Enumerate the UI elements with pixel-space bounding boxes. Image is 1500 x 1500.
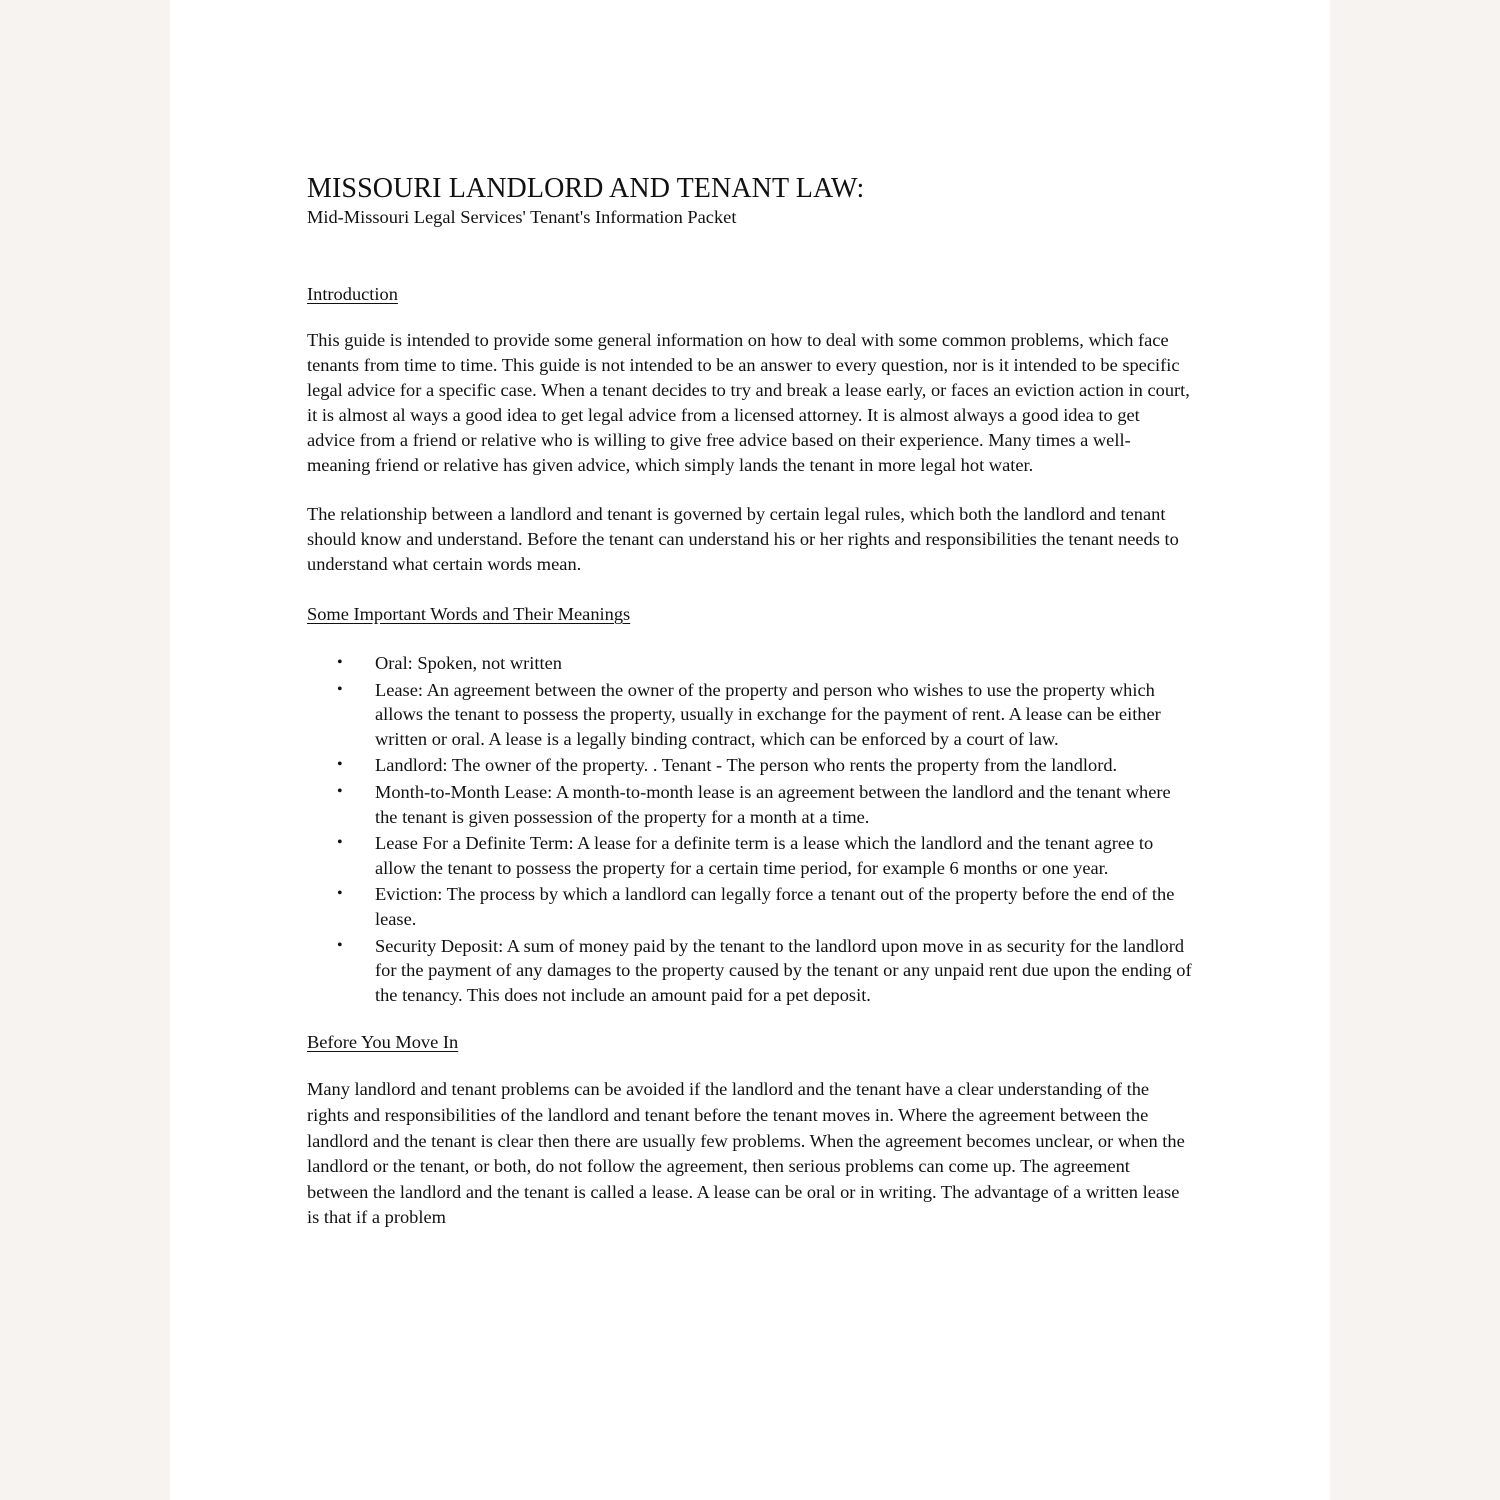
definition-item-month-to-month: [307, 780, 1192, 829]
definition-item-lease: [307, 678, 1192, 752]
section-heading-before-you-move-in: Before You Move In: [307, 1032, 459, 1053]
definition-item-security-deposit: [307, 934, 1192, 1008]
definition-text: Security Deposit: A sum of money paid by the tenant to the landlord upon move in as security for the landlord for the payment of any damages to the property caused by the tenant or any unpaid rent due upon the ending of the tenancy. This does not include an amount paid for a pet deposit.: [375, 935, 1192, 1005]
paragraph-introduction: This guide is intended to provide some general information on how to deal with some common problems, which face tenants from time to time. This guide is not intended to be an answer to every question, nor is it intended to be specific legal advice for a specific case. When a tenant decides to try and break a lease early, or faces an eviction action in court, it is almost al ways a good idea to get legal advice from a licensed attorney. It is almost always a good idea to get advice from a friend or relative who is willing to give free advice based on their experience. Many times a well-meaning friend or relative has given advice, which simply lands the tenant in more legal hot water.: [307, 330, 1190, 475]
document-title: MISSOURI LANDLORD AND TENANT LAW:: [307, 173, 865, 204]
definition-item-landlord: [307, 753, 1192, 778]
definition-item-oral: [307, 651, 1192, 676]
definition-item-definite-term: [307, 831, 1192, 880]
bullet-icon: •: [337, 756, 343, 774]
definition-text: Month-to-Month Lease: A month-to-month lease is an agreement between the landlord and the tenant where the tenant is given possession of the property for a month at a time.: [375, 781, 1171, 827]
paragraph-before-you-move-in: Many landlord and tenant problems can be avoided if the landlord and the tenant have a clear understanding of the rights and responsibilities of the landlord and tenant before the tenant moves in. Where the agreement between the landlord and the tenant is clear then there are usually few problems. When the agreement becomes unclear, or when the landlord or the tenant, or both, do not follow the agreement, then serious problems can come up. The agreement between the landlord and the tenant is called a lease. A lease can be oral or in writing. The advantage of a written lease is that if a problem: [307, 1079, 1185, 1228]
definition-item-eviction: [307, 882, 1192, 931]
definitions-list: [307, 651, 1192, 1007]
definition-text: Oral: Spoken, not written: [375, 653, 562, 673]
section-heading-introduction: Introduction: [307, 284, 398, 304]
bullet-icon: •: [337, 680, 343, 698]
definition-text: Landlord: The owner of the property. . Tenant - The person who rents the property from the landlord.: [375, 755, 1118, 776]
paragraph-relationship: The relationship between a landlord and tenant is governed by certain legal rules, which both the landlord and tenant should know and understand. Before the tenant can understand his or her rights and responsibilities the tenant needs to understand what certain words mean.: [307, 504, 1179, 574]
bullet-icon: •: [337, 782, 343, 800]
bullet-icon: •: [337, 936, 343, 954]
bullet-icon: •: [337, 834, 343, 852]
document-page: [170, 0, 1330, 1500]
bullet-icon: •: [337, 885, 343, 903]
definition-text: Eviction: The process by which a landlord can legally force a tenant out of the property before the end of the lease.: [375, 884, 1175, 929]
document-content: [307, 173, 1192, 1231]
definition-text: Lease For a Definite Term: A lease for a definite term is a lease which the landlord and the tenant agree to allow the tenant to possess the property for a certain time period, for example 6 months or one year.: [375, 833, 1154, 878]
document-subtitle: Mid-Missouri Legal Services' Tenant's Information Packet: [307, 207, 737, 227]
bullet-icon: •: [337, 654, 343, 671]
definition-text: Lease: An agreement between the owner of the property and person who wishes to use the property which allows the tenant to possess the property, usually in exchange for the payment of rent. A lease can be either written or oral. A lease is a legally binding contract, which can be enforced by a court of law.: [375, 679, 1161, 749]
section-heading-important-words: Some Important Words and Their Meanings: [307, 604, 631, 624]
